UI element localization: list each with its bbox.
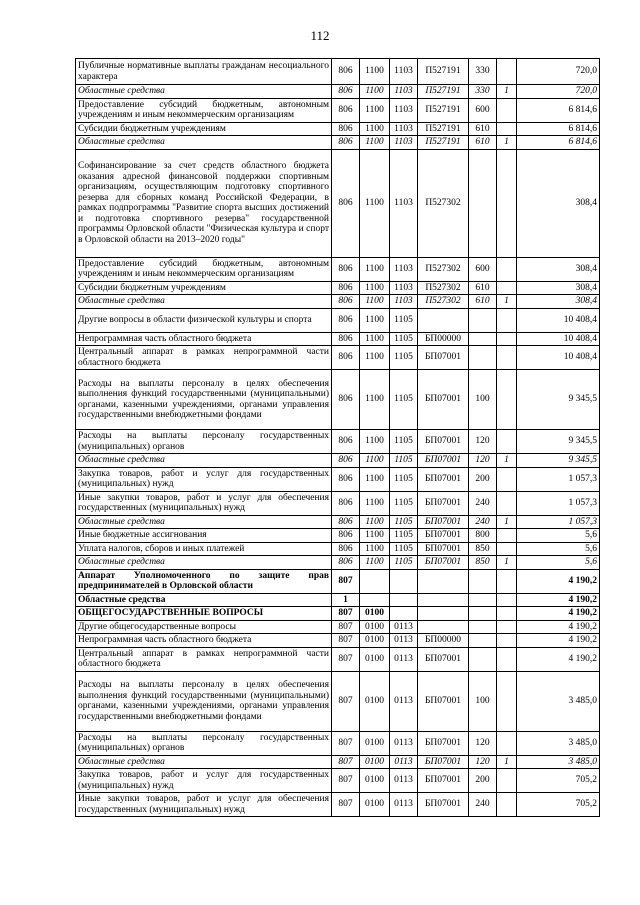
- expense-type-code: [469, 346, 497, 370]
- expense-type-code: [469, 593, 497, 607]
- row-name: Центральный аппарат в рамках непрограммной части областного бюджета: [76, 647, 332, 671]
- funding-source-code: [497, 731, 517, 755]
- ved-code: 806: [332, 59, 360, 85]
- table-row: [76, 607, 600, 621]
- table-row: [76, 634, 600, 648]
- amount: 4 190,2: [517, 634, 600, 648]
- table-row: [76, 569, 600, 593]
- table-row: [76, 755, 600, 769]
- section-code: 0100: [360, 755, 390, 769]
- expense-type-code: 610: [469, 281, 497, 295]
- target-article-code: П527191: [418, 136, 469, 150]
- table-row: [76, 59, 600, 85]
- section-code: 1100: [360, 257, 390, 281]
- amount: 1 057,3: [517, 515, 600, 529]
- table-row: [76, 332, 600, 346]
- subsection-code: 1105: [390, 556, 418, 570]
- amount: 4 190,2: [517, 593, 600, 607]
- table-row: [76, 295, 600, 309]
- expense-type-code: 200: [469, 467, 497, 491]
- funding-source-code: [497, 467, 517, 491]
- amount: 308,4: [517, 257, 600, 281]
- section-code: 0100: [360, 769, 390, 793]
- amount: 5,6: [517, 529, 600, 543]
- funding-source-code: [497, 308, 517, 332]
- ved-code: 806: [332, 346, 360, 370]
- funding-source-code: [497, 370, 517, 430]
- row-name: Софинансирование за счет средств областного бюджета оказания адресной финансовой поддержки спортивным организациям, осуществляющим подготовку спортивного резерва для сборных команд Российской Федерации, в рамках подпрограммы "Развитие спорта высших достижений и подготовка спортивного резерва" государственной программы Орловской области "Физическая культура и спорт в Орловской области на 2013–2020 годы": [76, 149, 332, 257]
- amount: 6 814,6: [517, 122, 600, 136]
- table-row: [76, 136, 600, 150]
- ved-code: 806: [332, 430, 360, 454]
- target-article-code: П527191: [418, 59, 469, 85]
- ved-code: 806: [332, 556, 360, 570]
- section-code: 1100: [360, 122, 390, 136]
- expense-type-code: 850: [469, 556, 497, 570]
- target-article-code: БП07001: [418, 346, 469, 370]
- section-code: 1100: [360, 542, 390, 556]
- row-name: Областные средства: [76, 515, 332, 529]
- amount: 6 814,6: [517, 136, 600, 150]
- subsection-code: 1103: [390, 85, 418, 99]
- expense-type-code: [469, 607, 497, 621]
- funding-source-code: 1: [497, 85, 517, 99]
- ved-code: 807: [332, 647, 360, 671]
- subsection-code: [390, 569, 418, 593]
- section-code: 1100: [360, 467, 390, 491]
- row-name: Предоставление субсидий бюджетным, автономным учреждениям и иным некоммерческим организациям: [76, 98, 332, 122]
- target-article-code: П527302: [418, 257, 469, 281]
- ved-code: 806: [332, 149, 360, 257]
- row-name: Областные средства: [76, 454, 332, 468]
- row-name: Предоставление субсидий бюджетным, автономным учреждениям и иным некоммерческим организациям: [76, 257, 332, 281]
- target-article-code: БП07001: [418, 556, 469, 570]
- row-name: Непрограммная часть областного бюджета: [76, 634, 332, 648]
- funding-source-code: [497, 98, 517, 122]
- table-row: [76, 556, 600, 570]
- expense-type-code: [469, 569, 497, 593]
- section-code: 1100: [360, 430, 390, 454]
- row-name: Закупка товаров, работ и услуг для государственных (муниципальных) нужд: [76, 467, 332, 491]
- section-code: 1100: [360, 346, 390, 370]
- budget-table: [75, 58, 600, 817]
- subsection-code: 0113: [390, 671, 418, 731]
- expense-type-code: 330: [469, 85, 497, 99]
- funding-source-code: 1: [497, 515, 517, 529]
- section-code: 0100: [360, 607, 390, 621]
- expense-type-code: 240: [469, 515, 497, 529]
- funding-source-code: 1: [497, 136, 517, 150]
- target-article-code: БП07001: [418, 647, 469, 671]
- subsection-code: 0113: [390, 731, 418, 755]
- expense-type-code: 120: [469, 430, 497, 454]
- ved-code: 806: [332, 257, 360, 281]
- ved-code: 807: [332, 569, 360, 593]
- amount: 4 190,2: [517, 620, 600, 634]
- target-article-code: БП07001: [418, 467, 469, 491]
- subsection-code: 0113: [390, 620, 418, 634]
- funding-source-code: 1: [497, 295, 517, 309]
- expense-type-code: 330: [469, 59, 497, 85]
- ved-code: 806: [332, 370, 360, 430]
- amount: 705,2: [517, 793, 600, 817]
- row-name: Другие общегосударственные вопросы: [76, 620, 332, 634]
- target-article-code: БП07001: [418, 491, 469, 515]
- ved-code: 807: [332, 793, 360, 817]
- table-row: [76, 281, 600, 295]
- section-code: 1100: [360, 515, 390, 529]
- funding-source-code: [497, 607, 517, 621]
- funding-source-code: [497, 346, 517, 370]
- funding-source-code: [497, 257, 517, 281]
- subsection-code: 1105: [390, 491, 418, 515]
- ved-code: 807: [332, 731, 360, 755]
- funding-source-code: [497, 569, 517, 593]
- funding-source-code: [497, 793, 517, 817]
- row-name: Областные средства: [76, 593, 332, 607]
- subsection-code: 1103: [390, 257, 418, 281]
- subsection-code: 0113: [390, 769, 418, 793]
- funding-source-code: [497, 59, 517, 85]
- target-article-code: П527302: [418, 281, 469, 295]
- table-row: [76, 149, 600, 257]
- section-code: 1100: [360, 370, 390, 430]
- row-name: Закупка товаров, работ и услуг для государственных (муниципальных) нужд: [76, 769, 332, 793]
- section-code: 1100: [360, 332, 390, 346]
- ved-code: 806: [332, 85, 360, 99]
- amount: 705,2: [517, 769, 600, 793]
- expense-type-code: 120: [469, 454, 497, 468]
- table-row: [76, 620, 600, 634]
- funding-source-code: [497, 430, 517, 454]
- section-code: 1100: [360, 454, 390, 468]
- target-article-code: БП07001: [418, 515, 469, 529]
- subsection-code: 1105: [390, 542, 418, 556]
- target-article-code: П527302: [418, 295, 469, 309]
- subsection-code: 1105: [390, 529, 418, 543]
- subsection-code: 0113: [390, 634, 418, 648]
- ved-code: 807: [332, 755, 360, 769]
- budget-table-body: [76, 59, 600, 817]
- amount: 5,6: [517, 556, 600, 570]
- table-row: [76, 308, 600, 332]
- expense-type-code: 240: [469, 793, 497, 817]
- table-row: [76, 467, 600, 491]
- subsection-code: 1105: [390, 454, 418, 468]
- amount: 10 408,4: [517, 346, 600, 370]
- target-article-code: БП07001: [418, 731, 469, 755]
- subsection-code: 1105: [390, 467, 418, 491]
- expense-type-code: 100: [469, 370, 497, 430]
- target-article-code: БП07001: [418, 454, 469, 468]
- subsection-code: 1103: [390, 136, 418, 150]
- expense-type-code: [469, 332, 497, 346]
- row-name: Расходы на выплаты персоналу государственных (муниципальных) органов: [76, 731, 332, 755]
- ved-code: 807: [332, 607, 360, 621]
- row-name: Субсидии бюджетным учреждениям: [76, 281, 332, 295]
- amount: 4 190,2: [517, 569, 600, 593]
- funding-source-code: [497, 542, 517, 556]
- subsection-code: 1103: [390, 149, 418, 257]
- row-name: Областные средства: [76, 755, 332, 769]
- funding-source-code: [497, 620, 517, 634]
- amount: 720,0: [517, 59, 600, 85]
- section-code: 1100: [360, 308, 390, 332]
- expense-type-code: [469, 634, 497, 648]
- target-article-code: БП07001: [418, 370, 469, 430]
- table-row: [76, 515, 600, 529]
- subsection-code: 1105: [390, 430, 418, 454]
- funding-source-code: [497, 769, 517, 793]
- table-row: [76, 731, 600, 755]
- ved-code: 806: [332, 122, 360, 136]
- subsection-code: [390, 593, 418, 607]
- expense-type-code: 120: [469, 731, 497, 755]
- row-name: Аппарат Уполномоченного по защите прав предпринимателей в Орловской области: [76, 569, 332, 593]
- row-name: Областные средства: [76, 295, 332, 309]
- target-article-code: П527302: [418, 149, 469, 257]
- target-article-code: [418, 593, 469, 607]
- row-name: Иные закупки товаров, работ и услуг для обеспечения государственных (муниципальных) нужд: [76, 491, 332, 515]
- table-row: [76, 593, 600, 607]
- target-article-code: БП07001: [418, 529, 469, 543]
- target-article-code: [418, 620, 469, 634]
- target-article-code: П527191: [418, 85, 469, 99]
- subsection-code: 1105: [390, 346, 418, 370]
- section-code: 1100: [360, 59, 390, 85]
- row-name: Уплата налогов, сборов и иных платежей: [76, 542, 332, 556]
- target-article-code: БП07001: [418, 542, 469, 556]
- expense-type-code: [469, 647, 497, 671]
- amount: 10 408,4: [517, 332, 600, 346]
- expense-type-code: 200: [469, 769, 497, 793]
- expense-type-code: [469, 620, 497, 634]
- row-name: Областные средства: [76, 136, 332, 150]
- row-name: Другие вопросы в области физической культуры и спорта: [76, 308, 332, 332]
- ved-code: 806: [332, 136, 360, 150]
- ved-code: 806: [332, 308, 360, 332]
- funding-source-code: [497, 491, 517, 515]
- funding-source-code: [497, 671, 517, 731]
- table-row: [76, 793, 600, 817]
- table-row: [76, 370, 600, 430]
- funding-source-code: 1: [497, 454, 517, 468]
- expense-type-code: [469, 308, 497, 332]
- section-code: 1100: [360, 136, 390, 150]
- section-code: 0100: [360, 793, 390, 817]
- amount: 9 345,5: [517, 430, 600, 454]
- row-name: Расходы на выплаты персоналу государственных (муниципальных) органов: [76, 430, 332, 454]
- table-row: [76, 542, 600, 556]
- subsection-code: 1103: [390, 59, 418, 85]
- subsection-code: 1105: [390, 308, 418, 332]
- section-code: 0100: [360, 671, 390, 731]
- target-article-code: БП07001: [418, 430, 469, 454]
- expense-type-code: 610: [469, 295, 497, 309]
- row-name: Публичные нормативные выплаты гражданам несоциального характера: [76, 59, 332, 85]
- table-row: [76, 85, 600, 99]
- funding-source-code: [497, 647, 517, 671]
- row-name: Расходы на выплаты персоналу в целях обеспечения выполнения функций государственными (муниципальными) органами, казенными учреждениями, органами управления государственными внебюджетными фондами: [76, 370, 332, 430]
- subsection-code: 1103: [390, 295, 418, 309]
- table-row: [76, 647, 600, 671]
- subsection-code: 0113: [390, 755, 418, 769]
- table-row: [76, 122, 600, 136]
- section-code: 1100: [360, 556, 390, 570]
- table-row: [76, 346, 600, 370]
- amount: 9 345,5: [517, 454, 600, 468]
- amount: 9 345,5: [517, 370, 600, 430]
- section-code: 1100: [360, 98, 390, 122]
- subsection-code: 1103: [390, 281, 418, 295]
- page-number: 112: [310, 28, 330, 43]
- ved-code: 806: [332, 529, 360, 543]
- amount: 3 485,0: [517, 671, 600, 731]
- target-article-code: БП00000: [418, 332, 469, 346]
- ved-code: 806: [332, 98, 360, 122]
- row-name: Субсидии бюджетным учреждениям: [76, 122, 332, 136]
- section-code: 0100: [360, 634, 390, 648]
- section-code: 0100: [360, 620, 390, 634]
- ved-code: 807: [332, 769, 360, 793]
- expense-type-code: 120: [469, 755, 497, 769]
- subsection-code: 0113: [390, 647, 418, 671]
- amount: 4 190,2: [517, 607, 600, 621]
- ved-code: 806: [332, 332, 360, 346]
- amount: 3 485,0: [517, 731, 600, 755]
- funding-source-code: [497, 281, 517, 295]
- ved-code: 806: [332, 467, 360, 491]
- funding-source-code: 1: [497, 556, 517, 570]
- row-name: ОБЩЕГОСУДАРСТВЕННЫЕ ВОПРОСЫ: [76, 607, 332, 621]
- amount: 720,0: [517, 85, 600, 99]
- table-row: [76, 98, 600, 122]
- subsection-code: 0113: [390, 793, 418, 817]
- ved-code: 806: [332, 515, 360, 529]
- section-code: 1100: [360, 295, 390, 309]
- table-row: [76, 671, 600, 731]
- section-code: 1100: [360, 149, 390, 257]
- expense-type-code: 610: [469, 122, 497, 136]
- expense-type-code: 600: [469, 257, 497, 281]
- target-article-code: [418, 569, 469, 593]
- target-article-code: БП07001: [418, 793, 469, 817]
- row-name: Иные закупки товаров, работ и услуг для обеспечения государственных (муниципальных) нужд: [76, 793, 332, 817]
- ved-code: 807: [332, 634, 360, 648]
- amount: 4 190,2: [517, 647, 600, 671]
- expense-type-code: [469, 149, 497, 257]
- table-row: [76, 491, 600, 515]
- section-code: 1100: [360, 529, 390, 543]
- section-code: 1100: [360, 491, 390, 515]
- funding-source-code: [497, 332, 517, 346]
- table-row: [76, 769, 600, 793]
- section-code: 0100: [360, 731, 390, 755]
- section-code: 1100: [360, 281, 390, 295]
- target-article-code: [418, 308, 469, 332]
- table-row: [76, 454, 600, 468]
- amount: 6 814,6: [517, 98, 600, 122]
- row-name: Областные средства: [76, 85, 332, 99]
- ved-code: 806: [332, 542, 360, 556]
- target-article-code: БП07001: [418, 769, 469, 793]
- funding-source-code: [497, 122, 517, 136]
- expense-type-code: 800: [469, 529, 497, 543]
- target-article-code: П527191: [418, 98, 469, 122]
- ved-code: 807: [332, 620, 360, 634]
- amount: 308,4: [517, 295, 600, 309]
- ved-code: 806: [332, 295, 360, 309]
- subsection-code: 1105: [390, 370, 418, 430]
- funding-source-code: [497, 529, 517, 543]
- row-name: Областные средства: [76, 556, 332, 570]
- section-code: 0100: [360, 647, 390, 671]
- table-row: [76, 257, 600, 281]
- expense-type-code: 600: [469, 98, 497, 122]
- amount: 5,6: [517, 542, 600, 556]
- ved-code: 806: [332, 281, 360, 295]
- section-code: [360, 569, 390, 593]
- table-row: [76, 430, 600, 454]
- table-row: [76, 529, 600, 543]
- target-article-code: БП07001: [418, 671, 469, 731]
- funding-source-code: 1: [497, 755, 517, 769]
- target-article-code: П527191: [418, 122, 469, 136]
- amount: 3 485,0: [517, 755, 600, 769]
- subsection-code: 1105: [390, 515, 418, 529]
- amount: 308,4: [517, 149, 600, 257]
- section-code: 1100: [360, 85, 390, 99]
- amount: 1 057,3: [517, 491, 600, 515]
- expense-type-code: 610: [469, 136, 497, 150]
- ved-code: 806: [332, 454, 360, 468]
- ved-code: 806: [332, 491, 360, 515]
- expense-type-code: 240: [469, 491, 497, 515]
- subsection-code: 1105: [390, 332, 418, 346]
- funding-source-code: [497, 593, 517, 607]
- target-article-code: БП00000: [418, 634, 469, 648]
- amount: 1 057,3: [517, 467, 600, 491]
- target-article-code: БП07001: [418, 755, 469, 769]
- expense-type-code: 850: [469, 542, 497, 556]
- expense-type-code: 100: [469, 671, 497, 731]
- subsection-code: 1103: [390, 122, 418, 136]
- row-name: Непрограммная часть областного бюджета: [76, 332, 332, 346]
- amount: 308,4: [517, 281, 600, 295]
- row-name: Центральный аппарат в рамках непрограммной части областного бюджета: [76, 346, 332, 370]
- funding-source-code: [497, 149, 517, 257]
- row-name: Иные бюджетные ассигнования: [76, 529, 332, 543]
- section-code: [360, 593, 390, 607]
- row-name: Расходы на выплаты персоналу в целях обеспечения выполнения функций государственными (муниципальными) органами, казенными учреждениями, органами управления государственными внебюджетными фондами: [76, 671, 332, 731]
- ved-code: 807: [332, 671, 360, 731]
- subsection-code: [390, 607, 418, 621]
- amount: 10 408,4: [517, 308, 600, 332]
- ved-code: 1: [332, 593, 360, 607]
- target-article-code: [418, 607, 469, 621]
- funding-source-code: [497, 634, 517, 648]
- subsection-code: 1103: [390, 98, 418, 122]
